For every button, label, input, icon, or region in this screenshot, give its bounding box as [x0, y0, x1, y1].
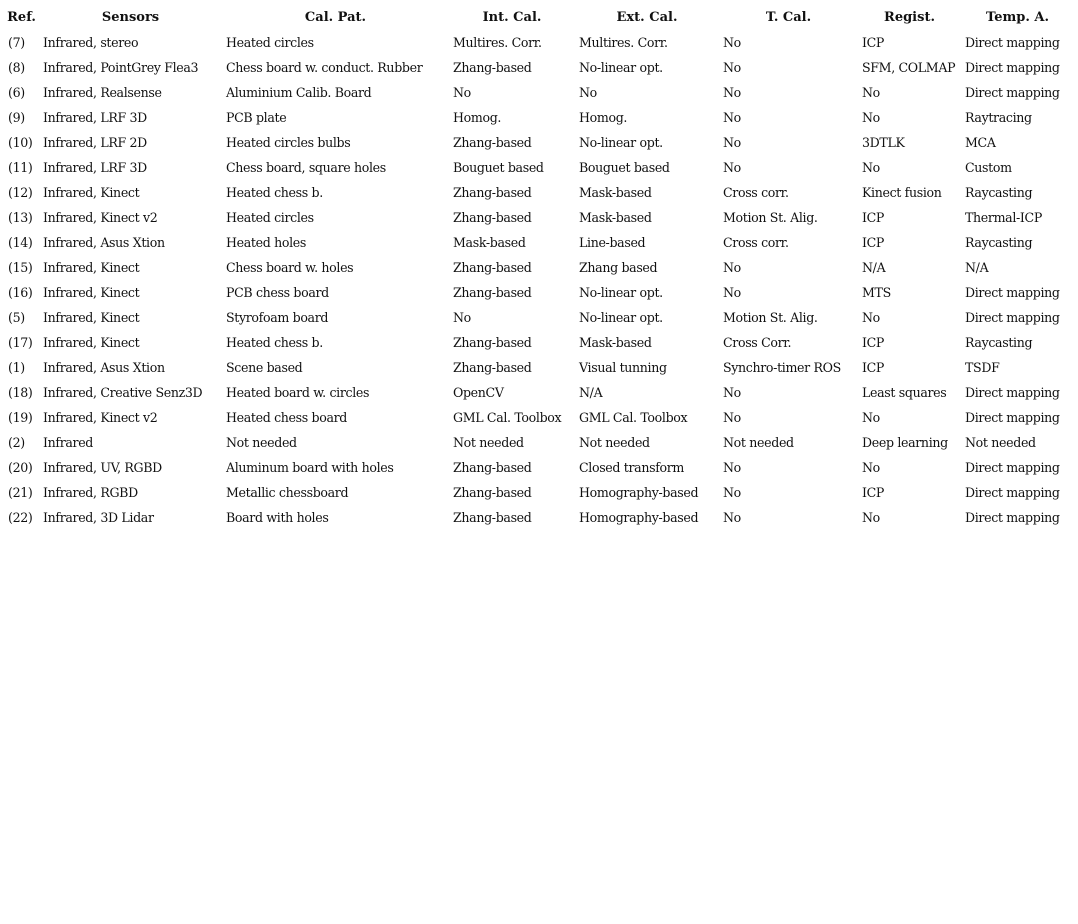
cell-ref: (10) [8, 135, 33, 150]
cell-regist: 3DTLK [862, 135, 905, 150]
cell-sensors: Infrared, LRF 3D [43, 110, 147, 125]
cell-sensors: Infrared, Asus Xtion [43, 235, 165, 250]
cell-int-cal: Zhang-based [453, 60, 532, 75]
cell-ext-cal: GML Cal. Toolbox [579, 410, 688, 425]
cell-cal-pattern: Heated chess b. [226, 185, 323, 200]
table-row [4, 130, 1074, 155]
table-row [4, 30, 1074, 55]
cell-regist: No [862, 310, 880, 325]
cell-regist: No [862, 85, 880, 100]
cell-int-cal: Bouguet based [453, 160, 544, 175]
cell-ext-cal: Zhang based [579, 260, 658, 275]
table-row [4, 180, 1074, 205]
cell-temp-a: Direct mapping [965, 285, 1060, 300]
cell-regist: ICP [862, 235, 885, 250]
cell-sensors: Infrared, Asus Xtion [43, 360, 165, 375]
cell-regist: ICP [862, 35, 885, 50]
cell-regist: No [862, 410, 880, 425]
cell-ext-cal: Mask-based [579, 335, 652, 350]
cell-regist: No [862, 510, 880, 525]
cell-regist: No [862, 110, 880, 125]
cell-ref: (1) [8, 360, 25, 375]
cell-temp-a: N/A [965, 260, 989, 275]
table-row [4, 305, 1074, 330]
cell-ref: (16) [8, 285, 33, 300]
cell-t-cal: No [723, 260, 741, 275]
cell-ext-cal: Not needed [579, 435, 650, 450]
cell-cal-pattern: PCB chess board [226, 285, 329, 300]
cell-cal-pattern: Chess board w. holes [226, 260, 354, 275]
cell-regist: Kinect fusion [862, 185, 942, 200]
table-row [4, 155, 1074, 180]
cell-temp-a: Direct mapping [965, 485, 1060, 500]
cell-ext-cal: Visual tunning [579, 360, 667, 375]
cell-int-cal: Zhang-based [453, 260, 532, 275]
cell-int-cal: Not needed [453, 435, 524, 450]
cell-int-cal: Zhang-based [453, 135, 532, 150]
cell-int-cal: No [453, 85, 471, 100]
cell-ext-cal: No-linear opt. [579, 310, 663, 325]
cell-ext-cal: Bouguet based [579, 160, 670, 175]
cell-sensors: Infrared, Kinect v2 [43, 410, 158, 425]
cell-temp-a: Raycasting [965, 185, 1033, 200]
cell-ref: (15) [8, 260, 33, 275]
cell-ref: (14) [8, 235, 33, 250]
cell-t-cal: No [723, 60, 741, 75]
table-row [4, 80, 1074, 105]
cell-regist: Least squares [862, 385, 947, 400]
cell-sensors: Infrared, Kinect v2 [43, 210, 158, 225]
cell-regist: ICP [862, 360, 885, 375]
comparison-table [4, 5, 1074, 530]
column-header-cal-pattern: Cal. Pat. [304, 10, 367, 25]
cell-t-cal: No [723, 410, 741, 425]
cell-ext-cal: No [579, 85, 597, 100]
cell-ext-cal: Homog. [579, 110, 628, 125]
cell-int-cal: No [453, 310, 471, 325]
cell-sensors: Infrared, UV, RGBD [43, 460, 162, 475]
cell-t-cal: Cross Corr. [723, 335, 792, 350]
cell-sensors: Infrared, Realsense [43, 85, 162, 100]
cell-temp-a: Direct mapping [965, 85, 1060, 100]
cell-regist: MTS [862, 285, 891, 300]
cell-cal-pattern: Heated circles [226, 35, 314, 50]
cell-temp-a: Custom [965, 160, 1012, 175]
cell-cal-pattern: Chess board, square holes [226, 160, 386, 175]
cell-t-cal: Synchro-timer ROS [723, 360, 841, 375]
table-row [4, 430, 1074, 455]
table-row [4, 330, 1074, 355]
table-body [4, 30, 1074, 530]
cell-t-cal: No [723, 460, 741, 475]
cell-int-cal: Homog. [453, 110, 502, 125]
cell-ext-cal: Mask-based [579, 210, 652, 225]
cell-temp-a: TSDF [965, 360, 1000, 375]
cell-cal-pattern: Scene based [226, 360, 303, 375]
cell-regist: SFM, COLMAP [862, 60, 956, 75]
cell-ext-cal: Closed transform [579, 460, 684, 475]
cell-t-cal: No [723, 510, 741, 525]
cell-temp-a: Not needed [965, 435, 1036, 450]
cell-regist: ICP [862, 335, 885, 350]
table-row [4, 230, 1074, 255]
cell-regist: Deep learning [862, 435, 948, 450]
cell-temp-a: Direct mapping [965, 60, 1060, 75]
cell-t-cal: No [723, 85, 741, 100]
comparison-table-container [4, 5, 1074, 530]
cell-ext-cal: N/A [579, 385, 603, 400]
cell-int-cal: Multires. Corr. [453, 35, 542, 50]
cell-ext-cal: No-linear opt. [579, 60, 663, 75]
table-row [4, 105, 1074, 130]
cell-cal-pattern: Metallic chessboard [226, 485, 349, 500]
column-header-t-cal: T. Cal. [765, 10, 812, 25]
cell-sensors: Infrared, LRF 3D [43, 160, 147, 175]
cell-temp-a: Thermal-ICP [965, 210, 1042, 225]
cell-sensors: Infrared, stereo [43, 35, 139, 50]
header-row [4, 5, 1074, 30]
cell-temp-a: Raycasting [965, 235, 1033, 250]
cell-t-cal: No [723, 385, 741, 400]
cell-temp-a: Direct mapping [965, 385, 1060, 400]
cell-temp-a: MCA [965, 135, 996, 150]
table-row [4, 280, 1074, 305]
cell-sensors: Infrared, RGBD [43, 485, 138, 500]
cell-cal-pattern: PCB plate [226, 110, 287, 125]
cell-t-cal: Cross corr. [723, 185, 789, 200]
cell-ref: (2) [8, 435, 25, 450]
cell-ext-cal: Homography-based [579, 485, 699, 500]
cell-ref: (21) [8, 485, 33, 500]
table-row [4, 380, 1074, 405]
cell-ref: (19) [8, 410, 33, 425]
cell-ref: (8) [8, 60, 25, 75]
cell-cal-pattern: Not needed [226, 435, 297, 450]
cell-temp-a: Direct mapping [965, 410, 1060, 425]
cell-t-cal: Not needed [723, 435, 794, 450]
table-row [4, 505, 1074, 530]
cell-t-cal: Cross corr. [723, 235, 789, 250]
cell-sensors: Infrared, Kinect [43, 285, 140, 300]
cell-sensors: Infrared, Kinect [43, 260, 140, 275]
cell-cal-pattern: Heated chess b. [226, 335, 323, 350]
cell-cal-pattern: Board with holes [226, 510, 329, 525]
cell-sensors: Infrared, Kinect [43, 185, 140, 200]
cell-regist: No [862, 460, 880, 475]
cell-sensors: Infrared, Kinect [43, 310, 140, 325]
cell-ext-cal: Multires. Corr. [579, 35, 668, 50]
cell-ext-cal: No-linear opt. [579, 285, 663, 300]
cell-regist: ICP [862, 485, 885, 500]
cell-sensors: Infrared, Kinect [43, 335, 140, 350]
table-header [4, 5, 1074, 30]
cell-int-cal: Zhang-based [453, 285, 532, 300]
cell-int-cal: Zhang-based [453, 210, 532, 225]
cell-cal-pattern: Heated circles [226, 210, 314, 225]
cell-int-cal: OpenCV [453, 385, 504, 400]
column-header-int-cal: Int. Cal. [482, 10, 542, 25]
column-header-sensors: Sensors [101, 10, 160, 25]
cell-int-cal: Zhang-based [453, 510, 532, 525]
cell-int-cal: Zhang-based [453, 460, 532, 475]
cell-temp-a: Raycasting [965, 335, 1033, 350]
column-header-ref: Ref. [7, 10, 36, 25]
cell-int-cal: GML Cal. Toolbox [453, 410, 562, 425]
cell-ext-cal: Homography-based [579, 510, 699, 525]
cell-sensors: Infrared, 3D Lidar [43, 510, 154, 525]
table-row [4, 455, 1074, 480]
table-row [4, 405, 1074, 430]
cell-ext-cal: No-linear opt. [579, 135, 663, 150]
cell-sensors: Infrared, LRF 2D [43, 135, 147, 150]
cell-cal-pattern: Heated board w. circles [226, 385, 370, 400]
cell-ref: (11) [8, 160, 33, 175]
table-row [4, 480, 1074, 505]
cell-temp-a: Direct mapping [965, 510, 1060, 525]
cell-t-cal: No [723, 110, 741, 125]
cell-int-cal: Zhang-based [453, 485, 532, 500]
cell-temp-a: Direct mapping [965, 460, 1060, 475]
column-header-regist: Regist. [884, 10, 935, 25]
cell-regist: No [862, 160, 880, 175]
cell-cal-pattern: Styrofoam board [226, 310, 329, 325]
cell-temp-a: Raytracing [965, 110, 1032, 125]
cell-ref: (13) [8, 210, 33, 225]
cell-sensors: Infrared, PointGrey Flea3 [43, 60, 199, 75]
cell-ext-cal: Line-based [579, 235, 646, 250]
cell-ref: (22) [8, 510, 33, 525]
cell-cal-pattern: Chess board w. conduct. Rubber [226, 60, 423, 75]
cell-int-cal: Zhang-based [453, 185, 532, 200]
cell-cal-pattern: Heated circles bulbs [226, 135, 351, 150]
cell-cal-pattern: Aluminum board with holes [226, 460, 394, 475]
cell-cal-pattern: Heated holes [226, 235, 306, 250]
cell-ref: (17) [8, 335, 33, 350]
cell-t-cal: No [723, 35, 741, 50]
cell-temp-a: Direct mapping [965, 35, 1060, 50]
cell-ref: (7) [8, 35, 25, 50]
cell-ref: (5) [8, 310, 25, 325]
cell-ref: (12) [8, 185, 33, 200]
cell-t-cal: No [723, 160, 741, 175]
cell-ref: (18) [8, 385, 33, 400]
cell-t-cal: No [723, 485, 741, 500]
cell-int-cal: Zhang-based [453, 335, 532, 350]
cell-ref: (9) [8, 110, 25, 125]
table-row [4, 205, 1074, 230]
cell-t-cal: Motion St. Alig. [723, 210, 818, 225]
column-header-temp-a: Temp. A. [986, 10, 1049, 25]
column-header-ext-cal: Ext. Cal. [616, 10, 678, 25]
cell-temp-a: Direct mapping [965, 310, 1060, 325]
cell-t-cal: No [723, 285, 741, 300]
cell-int-cal: Zhang-based [453, 360, 532, 375]
cell-regist: ICP [862, 210, 885, 225]
cell-t-cal: No [723, 135, 741, 150]
table-row [4, 255, 1074, 280]
cell-int-cal: Mask-based [453, 235, 526, 250]
cell-ext-cal: Mask-based [579, 185, 652, 200]
cell-cal-pattern: Heated chess board [226, 410, 348, 425]
cell-cal-pattern: Aluminium Calib. Board [226, 85, 372, 100]
cell-regist: N/A [862, 260, 886, 275]
cell-sensors: Infrared [43, 435, 94, 450]
cell-ref: (20) [8, 460, 33, 475]
cell-ref: (6) [8, 85, 25, 100]
table-row [4, 55, 1074, 80]
table-row [4, 355, 1074, 380]
cell-t-cal: Motion St. Alig. [723, 310, 818, 325]
cell-sensors: Infrared, Creative Senz3D [43, 385, 203, 400]
